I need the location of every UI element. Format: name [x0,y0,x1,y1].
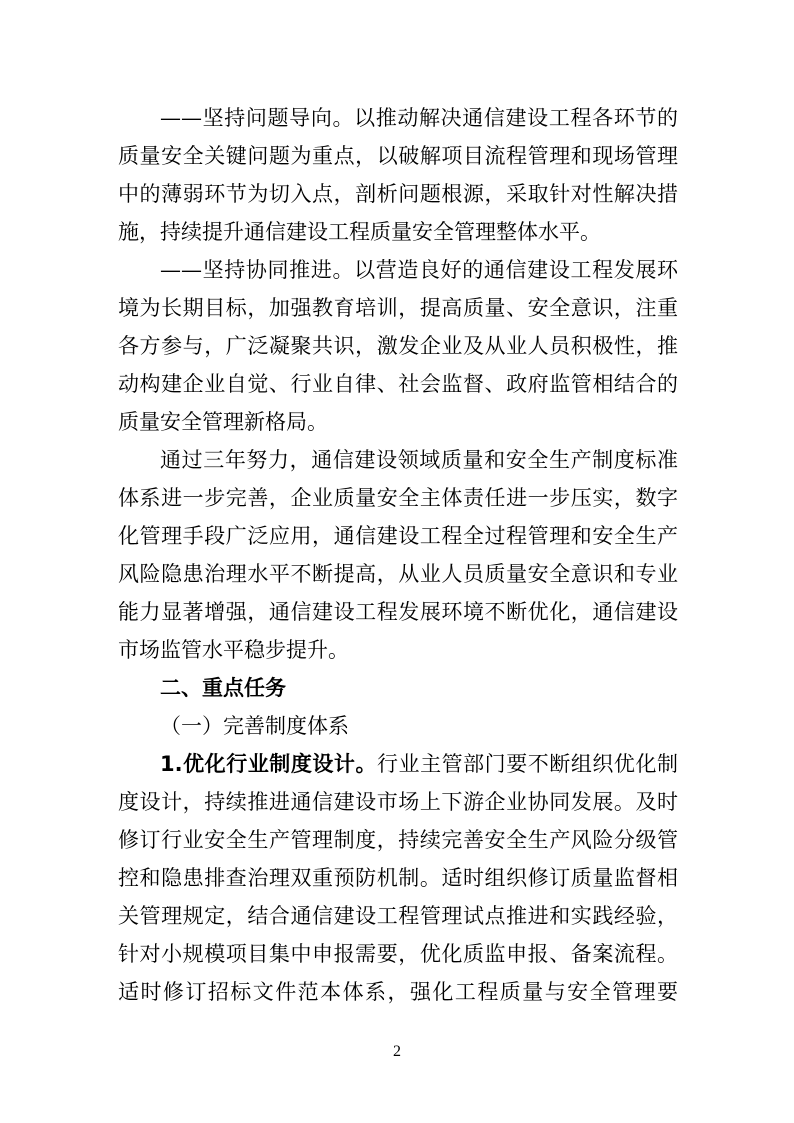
paragraph-line: 化管理手段广泛应用，通信建设工程全过程管理和安全生产 [118,524,678,548]
paragraph-line: 中的薄弱环节为切入点，剖析问题根源，采取针对性解决措 [118,182,678,206]
item-lead-title: 1.优化行业制度设计。 [160,752,377,776]
section-heading: 二、重点任务 [160,676,286,700]
paragraph-line: 通过三年努力，通信建设领域质量和安全生产制度标准 [160,448,678,472]
paragraph-line: 各方参与，广泛凝聚共识，激发企业及从业人员积极性，推 [118,334,678,358]
paragraph-line: 针对小规模项目集中申报需要，优化质监申报、备案流程。 [118,942,678,966]
paragraph-line: 质量安全管理新格局。 [118,410,328,434]
paragraph-line: 动构建企业自觉、行业自律、社会监督、政府监管相结合的 [118,372,678,396]
item-first-line [160,746,678,782]
paragraph-line: 体系进一步完善，企业质量安全主体责任进一步压实，数字 [118,486,678,510]
item-first-line-rest: 行业主管部门要不断组织优化制 [376,752,678,776]
paragraph-line: 修订行业安全生产管理制度，持续完善安全生产风险分级管 [118,828,678,852]
subsection-heading: （一）完善制度体系 [160,714,349,738]
paragraph-line: 质量安全关键问题为重点，以破解项目流程管理和现场管理 [118,144,678,168]
paragraph-line: 境为长期目标，加强教育培训，提高质量、安全意识，注重 [118,296,678,320]
paragraph-line: 度设计，持续推进通信建设市场上下游企业协同发展。及时 [118,790,678,814]
paragraph-line: ——坚持问题导向。以推动解决通信建设工程各环节的 [160,106,678,130]
paragraph-line: 能力显著增强，通信建设工程发展环境不断优化，通信建设 [118,600,678,624]
paragraph-line: 风险隐患治理水平不断提高，从业人员质量安全意识和专业 [118,562,678,586]
paragraph-line: 市场监管水平稳步提升。 [118,638,349,662]
paragraph-line: ——坚持协同推进。以营造良好的通信建设工程发展环 [160,258,678,282]
paragraph-line: 控和隐患排查治理双重预防机制。适时组织修订质量监督相 [118,866,678,890]
paragraph-line: 适时修订招标文件范本体系，强化工程质量与安全管理要 [118,980,678,1004]
paragraph-line: 施，持续提升通信建设工程质量安全管理整体水平。 [118,220,601,244]
page-number: 2 [393,1043,401,1060]
paragraph-line: 关管理规定，结合通信建设工程管理试点推进和实践经验， [118,904,678,928]
